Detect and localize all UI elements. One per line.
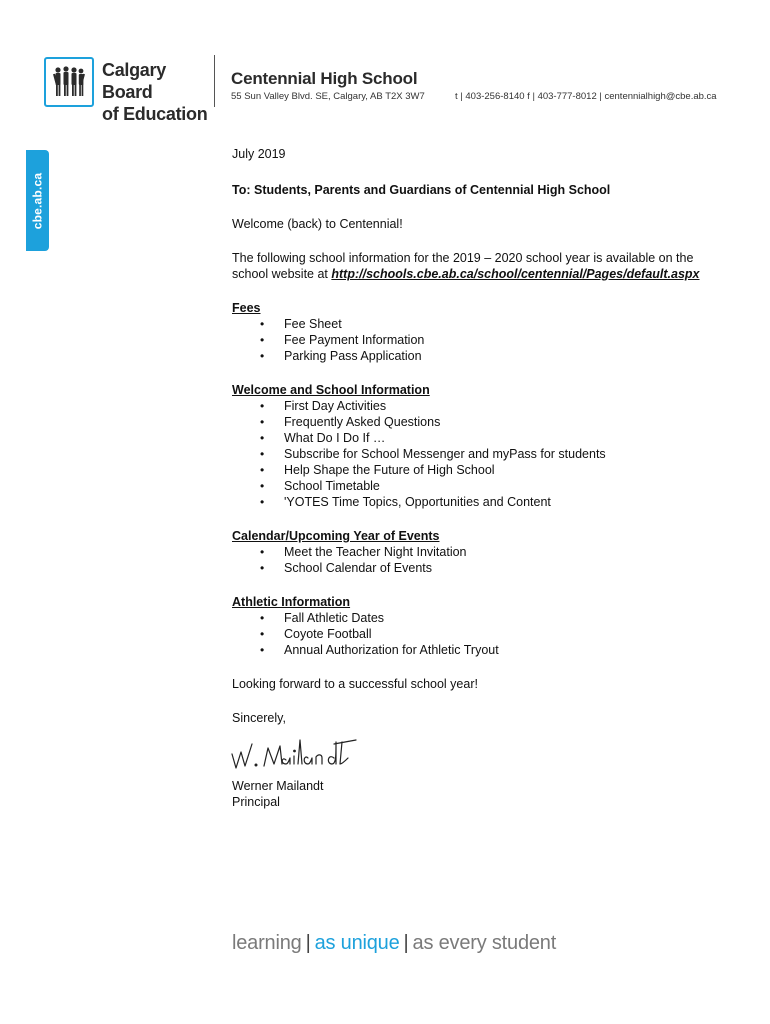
list-item: • Help Shape the Future of High School: [232, 462, 732, 478]
org-name: [102, 59, 212, 125]
list-item: • What Do I Do If …: [232, 430, 732, 446]
list-item: • Meet the Teacher Night Invitation: [232, 544, 732, 560]
section-title: Welcome and School Information: [232, 383, 430, 397]
list-item: • 'YOTES Time Topics, Opportunities and Content: [232, 494, 732, 510]
section-title: Calendar/Upcoming Year of Events: [232, 529, 440, 543]
signer-title: Principal: [232, 795, 280, 809]
letter-date: July 2019: [232, 147, 286, 161]
school-contact: t | 403-256-8140 f | 403-777-8012 | centennialhigh@cbe.ab.ca: [455, 91, 717, 102]
list-item: • Annual Authorization for Athletic Tryout: [232, 642, 732, 658]
section-athletic: [232, 594, 732, 658]
list-item: • Frequently Asked Questions: [232, 414, 732, 430]
tagline-part-learning: learning: [232, 932, 302, 954]
list-item: • Subscribe for School Messenger and myPass for students: [232, 446, 732, 462]
section-title: Fees: [232, 301, 261, 315]
school-address: 55 Sun Valley Blvd. SE, Calgary, AB T2X 3W7: [231, 91, 425, 102]
school-name: Centennial High School: [231, 69, 418, 88]
cbe-logo-icon: [44, 57, 94, 107]
letter-recipient: To: Students, Parents and Guardians of Centennial High School: [232, 183, 611, 197]
section-calendar: [232, 528, 732, 576]
side-tab: [26, 150, 49, 251]
section-fees: [232, 300, 732, 364]
school-website-link[interactable]: http://schools.cbe.ab.ca/school/centennial/Pages/default.aspx: [331, 267, 700, 281]
intro-paragraph: [232, 250, 732, 282]
bullet-list: [232, 544, 732, 576]
org-name-line1: Calgary Board: [102, 60, 166, 102]
bullet-list: [232, 316, 732, 364]
footer-tagline: [232, 932, 592, 955]
list-item: • Parking Pass Application: [232, 348, 732, 364]
tagline-separator: |: [403, 932, 409, 954]
org-name-line2: of Education: [102, 104, 208, 124]
list-item: • Fee Payment Information: [232, 332, 732, 348]
intro-text: The following school information for the 2019 – 2020 school year is available on the school website at: [232, 251, 694, 281]
figures-icon: [49, 62, 89, 102]
header-divider: [214, 55, 215, 107]
list-item: • Fall Athletic Dates: [232, 610, 732, 626]
list-item: • Coyote Football: [232, 626, 732, 642]
tagline-part-student: as every student: [412, 932, 557, 954]
list-item: • School Calendar of Events: [232, 560, 732, 576]
sign-off: Sincerely,: [232, 711, 286, 725]
tagline-separator: |: [305, 932, 311, 954]
list-item: • First Day Activities: [232, 398, 732, 414]
signer-name: Werner Mailandt: [232, 779, 324, 793]
closing-line: Looking forward to a successful school year!: [232, 677, 478, 691]
bullet-list: [232, 610, 732, 658]
tagline-part-unique: as unique: [314, 932, 400, 954]
section-title: Athletic Information: [232, 595, 351, 609]
section-welcome-info: [232, 382, 732, 510]
welcome-line: Welcome (back) to Centennial!: [232, 217, 403, 231]
list-item: • School Timetable: [232, 478, 732, 494]
signature: [230, 730, 370, 774]
letter-body: [232, 146, 732, 810]
bullet-list: [232, 398, 732, 510]
side-tab-label: cbe.ab.ca: [30, 172, 45, 229]
list-item: • Fee Sheet: [232, 316, 732, 332]
